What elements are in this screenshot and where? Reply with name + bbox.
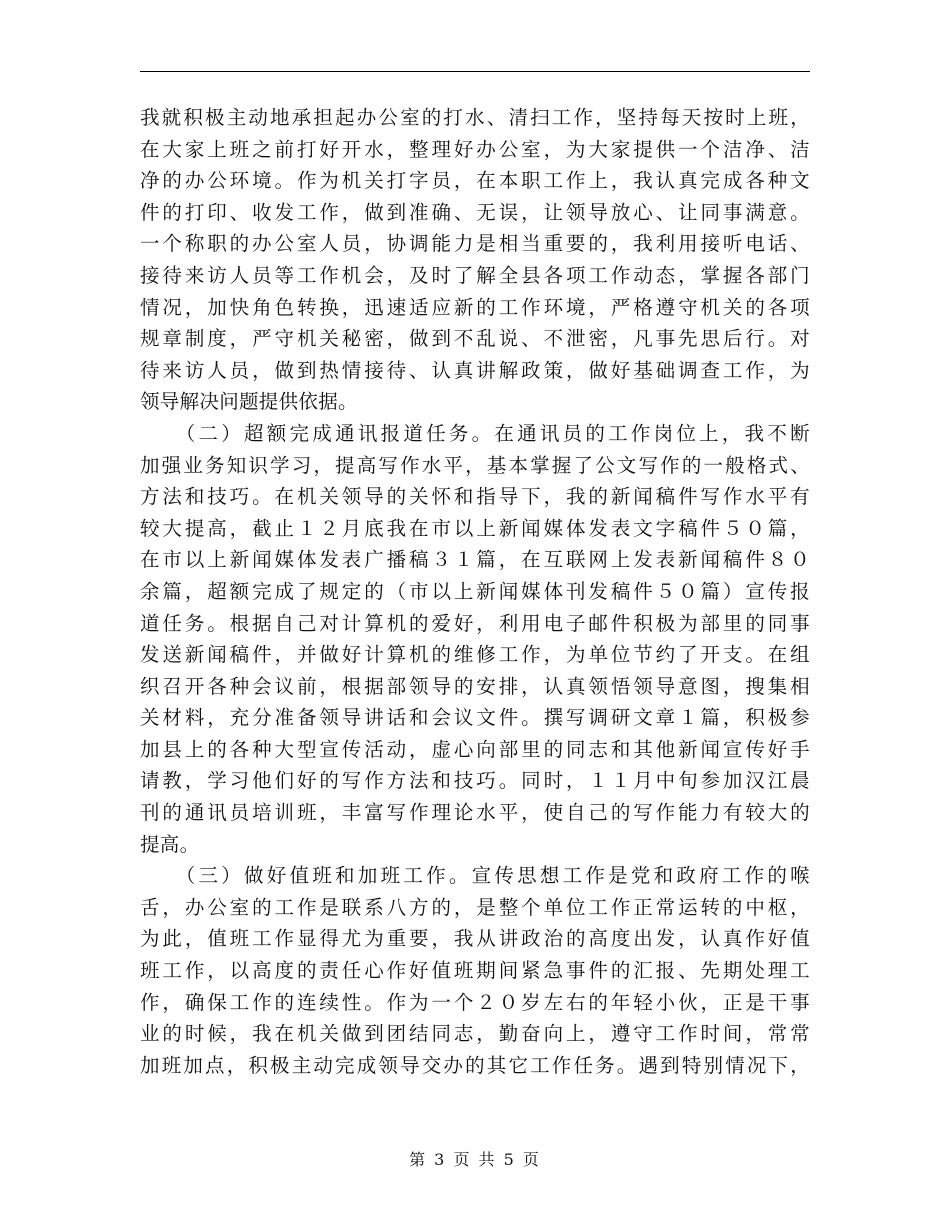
text-line: 为此，值班工作显得尤为重要，我从讲政治的高度出发，认真作好值 [140,927,810,951]
text-line: 刊的通讯员培训班，丰富写作理论水平，使自己的写作能力有较大的 [140,801,810,825]
text-line: 请教，学习他们好的写作方法和技巧。同时，１１月中旬参加汉江晨 [140,769,810,793]
text-line: 件的打印、收发工作，做到准确、无误，让领导放心、让同事满意。 [140,200,810,224]
text-line: 提高。 [140,832,200,856]
text-line: 领导解决问题提供依据。 [140,390,358,414]
text-line: 情况，加快角色转换，迅速适应新的工作环境，严格遵守机关的各项 [140,295,810,319]
text-line: 一个称职的办公室人员，协调能力是相当重要的，我利用接听电话、 [140,232,810,256]
header-rule [140,71,810,72]
text-line: 净的办公环境。作为机关打字员，在本职工作上，我认真完成各种文 [140,169,810,193]
text-line: 加县上的各种大型宣传活动，虚心向部里的同志和其他新闻宣传好手 [140,737,810,761]
text-line: 在大家上班之前打好开水，整理好办公室，为大家提供一个洁净、洁 [140,137,810,161]
paragraph-3 [140,860,810,1081]
text-line: 接待来访人员等工作机会，及时了解全县各项工作动态，掌握各部门 [140,263,810,287]
text-line: 方法和技巧。在机关领导的关怀和指导下，我的新闻稿件写作水平有 [140,485,810,509]
text-line: 作，确保工作的连续性。作为一个２０岁左右的年轻小伙，正是干事 [140,990,810,1014]
text-line: 加强业务知识学习，提高写作水平，基本掌握了公文写作的一般格式、 [140,453,810,477]
text-line: 余篇，超额完成了规定的（市以上新闻媒体刊发稿件５０篇）宣传报 [140,579,810,603]
page-number-footer: 第 3 页 共 5 页 [409,1150,541,1169]
text-line: 我就积极主动地承担起办公室的打水、清扫工作，坚持每天按时上班， [140,106,810,129]
text-line: 待来访人员，做到热情接待、认真讲解政策，做好基础调查工作，为 [140,358,810,382]
paragraph-1 [140,102,810,418]
text-line: （二）超额完成通讯报道任务。在通讯员的工作岗位上，我不断 [140,421,810,445]
text-line: 业的时候，我在机关做到团结同志，勤奋向上，遵守工作时间，常常 [140,1022,810,1046]
document-body [140,102,810,1081]
text-line: 较大提高，截止１２月底我在市以上新闻媒体发表文字稿件５０篇， [140,516,810,540]
text-line: 舌，办公室的工作是联系八方的，是整个单位工作正常运转的中枢， [140,895,810,919]
text-line: 关材料，充分准备领导讲话和会议文件。撰写调研文章１篇，积极参 [140,706,810,730]
text-line: 织召开各种会议前，根据部领导的安排，认真领悟领导意图，搜集相 [140,674,810,698]
text-line: 发送新闻稿件，并做好计算机的维修工作，为单位节约了开支。在组 [140,643,810,667]
text-line: 规章制度，严守机关秘密，做到不乱说、不泄密，凡事先思后行。对 [140,327,810,351]
paragraph-2 [140,418,810,860]
text-line: 班工作，以高度的责任心作好值班期间紧急事件的汇报、先期处理工 [140,959,810,983]
text-line: 加班加点，积极主动完成领导交办的其它工作任务。遇到特别情况下， [140,1053,810,1077]
text-line: 道任务。根据自己对计算机的爱好，利用电子邮件积极为部里的同事 [140,611,810,635]
text-line: （三）做好值班和加班工作。宣传思想工作是党和政府工作的喉 [140,864,810,888]
text-line: 在市以上新闻媒体发表广播稿３１篇，在互联网上发表新闻稿件８０ [140,548,810,572]
